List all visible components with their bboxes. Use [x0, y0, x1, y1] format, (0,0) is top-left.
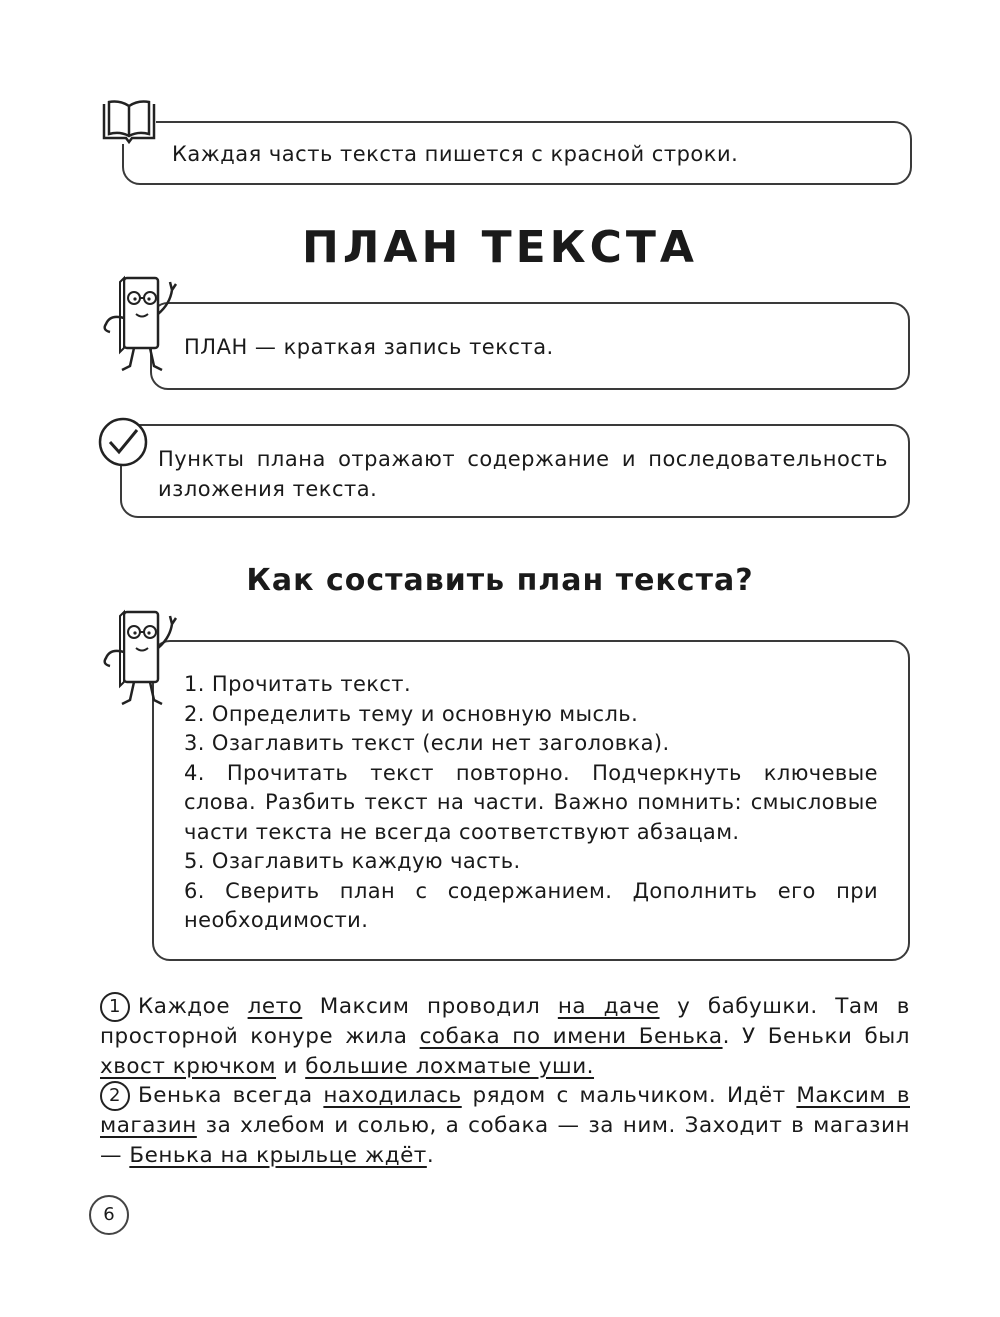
- open-book-icon: [100, 98, 158, 150]
- story-text-run: . У Беньки был: [722, 1024, 910, 1049]
- keyword-underlined: лето: [247, 994, 303, 1019]
- story-part-2: [100, 1081, 910, 1170]
- part-number-badge: 1: [100, 992, 130, 1022]
- keyword-underlined: на даче: [557, 994, 660, 1019]
- page-number: 6: [89, 1195, 129, 1235]
- keyword-underlined: собака по имени Бенька: [419, 1024, 723, 1049]
- list-item: 5. Озаглавить каждую часть.: [184, 849, 521, 873]
- keyword-underlined: находилась: [323, 1083, 462, 1108]
- how-to-title: Как составить план текста?: [246, 563, 754, 598]
- keyword-underlined: хвост крючком: [100, 1053, 277, 1079]
- section-title: ПЛАН ТЕКСТА: [302, 222, 698, 273]
- keyword-underlined: Максим в магазин: [100, 1083, 910, 1138]
- rule-text: Каждая часть текста пишется с красной строки.: [172, 142, 739, 166]
- story-part-1: [100, 992, 910, 1081]
- part-number-badge: 2: [100, 1081, 130, 1111]
- note-box: [120, 424, 910, 518]
- checkmark-circle-icon: [97, 416, 149, 472]
- story-text-run: Максим проводил: [302, 994, 558, 1019]
- story-text-run: Бенька всегда: [138, 1083, 324, 1108]
- list-item: 1. Прочитать текст.: [184, 672, 412, 696]
- list-item: 2. Определить тему и основную мысль.: [184, 701, 639, 726]
- keyword-underlined: большие лохматые уши.: [305, 1053, 595, 1079]
- list-item: 6. Сверить план с содержанием. Дополнить его при необходимости.: [184, 878, 878, 932]
- steps-box: [152, 640, 910, 961]
- definition-box: [150, 302, 910, 390]
- book-character-icon: [98, 274, 188, 382]
- story-text-run: за хлебом и солью, а собака — за ним. Заходит в магазин —: [100, 1113, 910, 1168]
- story-text-run: рядом с мальчиком. Идёт: [461, 1083, 797, 1108]
- book-character-icon: [98, 608, 188, 716]
- steps-list: [184, 670, 878, 936]
- story-text-run: .: [426, 1142, 435, 1168]
- list-item: 3. Озаглавить текст (если нет заголовка).: [184, 731, 670, 755]
- note-text: Пункты плана отражают содержание и последовательность изложения текста.: [158, 447, 888, 501]
- story-text-run: у бабушки. Там в просторной конуре жила: [100, 994, 910, 1049]
- list-item: 4. Прочитать текст повторно. Подчеркнуть ключевые слова. Разбить текст на части. Важно помнить: смысловые части текста не всегда соответствуют абзацам.: [184, 760, 878, 844]
- story-text-run: и: [276, 1053, 306, 1079]
- rule-box: [122, 121, 912, 185]
- definition-text: ПЛАН — краткая запись текста.: [184, 335, 554, 359]
- story-text-run: Каждое: [138, 994, 248, 1019]
- story-text: [100, 992, 910, 1170]
- keyword-underlined: Бенька на крыльце ждёт: [129, 1142, 427, 1168]
